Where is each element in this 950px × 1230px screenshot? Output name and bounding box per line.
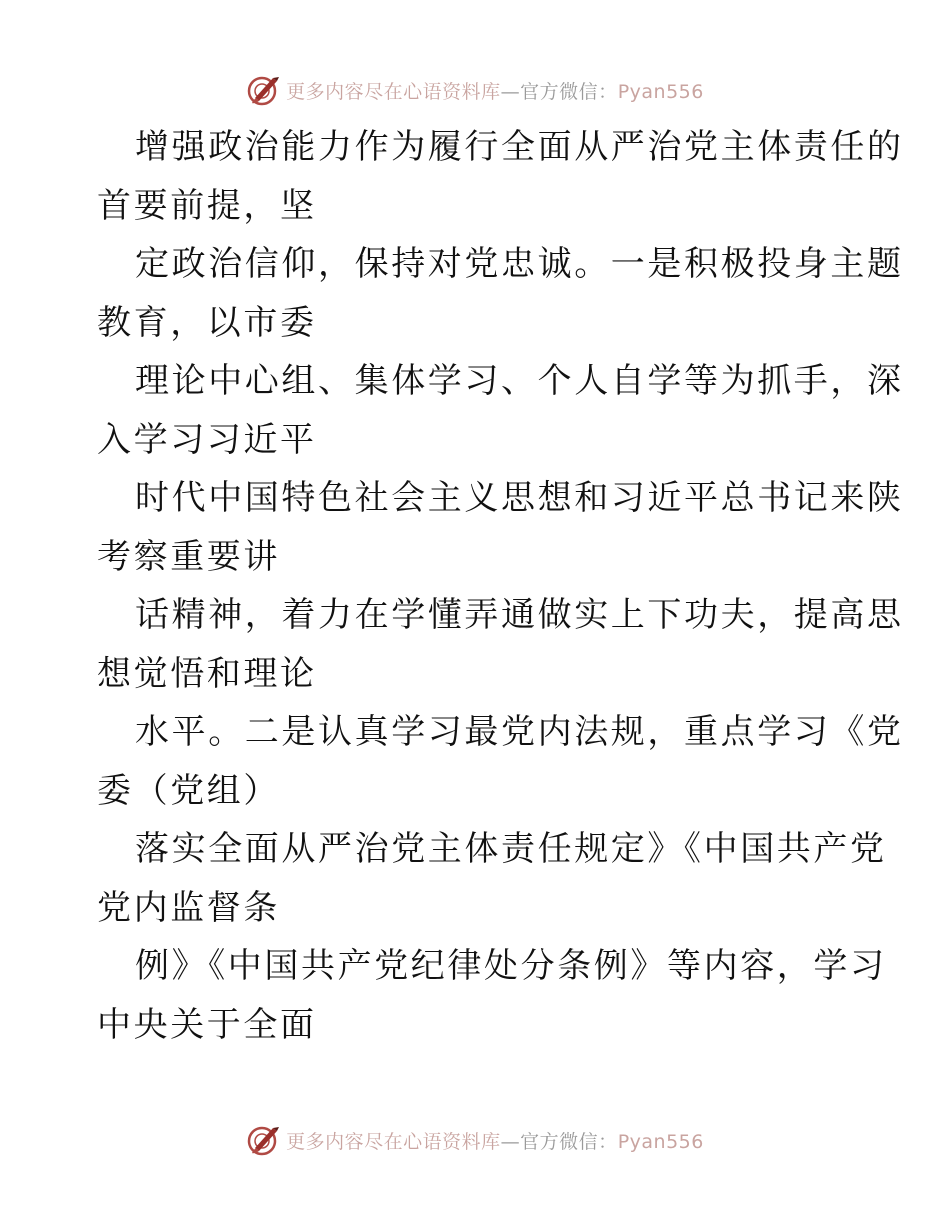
header-banner-inner (246, 73, 704, 107)
footer-banner-inner (246, 1123, 704, 1157)
header-banner-id: Pyan556 (617, 80, 704, 103)
body-line: 首要前提，坚 (97, 185, 317, 226)
body-line: 增强政治能力作为履行全面从严治党主体责任的 (135, 127, 904, 167)
header-banner-wechat: 官方微信： (520, 80, 618, 103)
footer-banner-main: 更多内容尽在心语资料库 (286, 1130, 501, 1153)
footer-banner-wechat: 官方微信： (520, 1130, 618, 1153)
footer-banner-id: Pyan556 (617, 1130, 704, 1153)
footer-banner-sep: — (500, 1130, 521, 1153)
pen-seal-icon (246, 73, 280, 107)
document-body (97, 118, 904, 1054)
header-banner (0, 70, 950, 110)
footer-banner (0, 1120, 950, 1160)
body-line: 时代中国特色社会主义思想和习近平总书记来陕 (135, 478, 904, 518)
body-line: 想觉悟和理论 (97, 653, 317, 694)
header-banner-text (286, 77, 704, 104)
header-banner-sep: — (500, 80, 521, 103)
body-line: 中央关于全面 (97, 1004, 317, 1045)
body-line: 入学习习近平 (97, 419, 317, 460)
body-line: 话精神，着力在学懂弄通做实上下功夫，提高思 (135, 595, 904, 635)
body-line: 例》《中国共产党纪律处分条例》等内容，学习 (135, 946, 887, 986)
body-line: 考察重要讲 (97, 536, 280, 577)
body-line: 委（党组） (97, 770, 280, 811)
footer-banner-text (286, 1127, 704, 1154)
pen-seal-icon (246, 1123, 280, 1157)
body-line: 落实全面从严治党主体责任规定》《中国共产党 (135, 829, 887, 869)
body-line: 理论中心组、集体学习、个人自学等为抓手，深 (135, 361, 904, 401)
body-line: 水平。二是认真学习最党内法规，重点学习《党 (135, 712, 904, 752)
header-banner-main: 更多内容尽在心语资料库 (286, 80, 501, 103)
body-line: 教育，以市委 (97, 302, 317, 343)
body-line: 党内监督条 (97, 887, 280, 928)
body-line: 定政治信仰，保持对党忠诚。一是积极投身主题 (135, 244, 904, 284)
